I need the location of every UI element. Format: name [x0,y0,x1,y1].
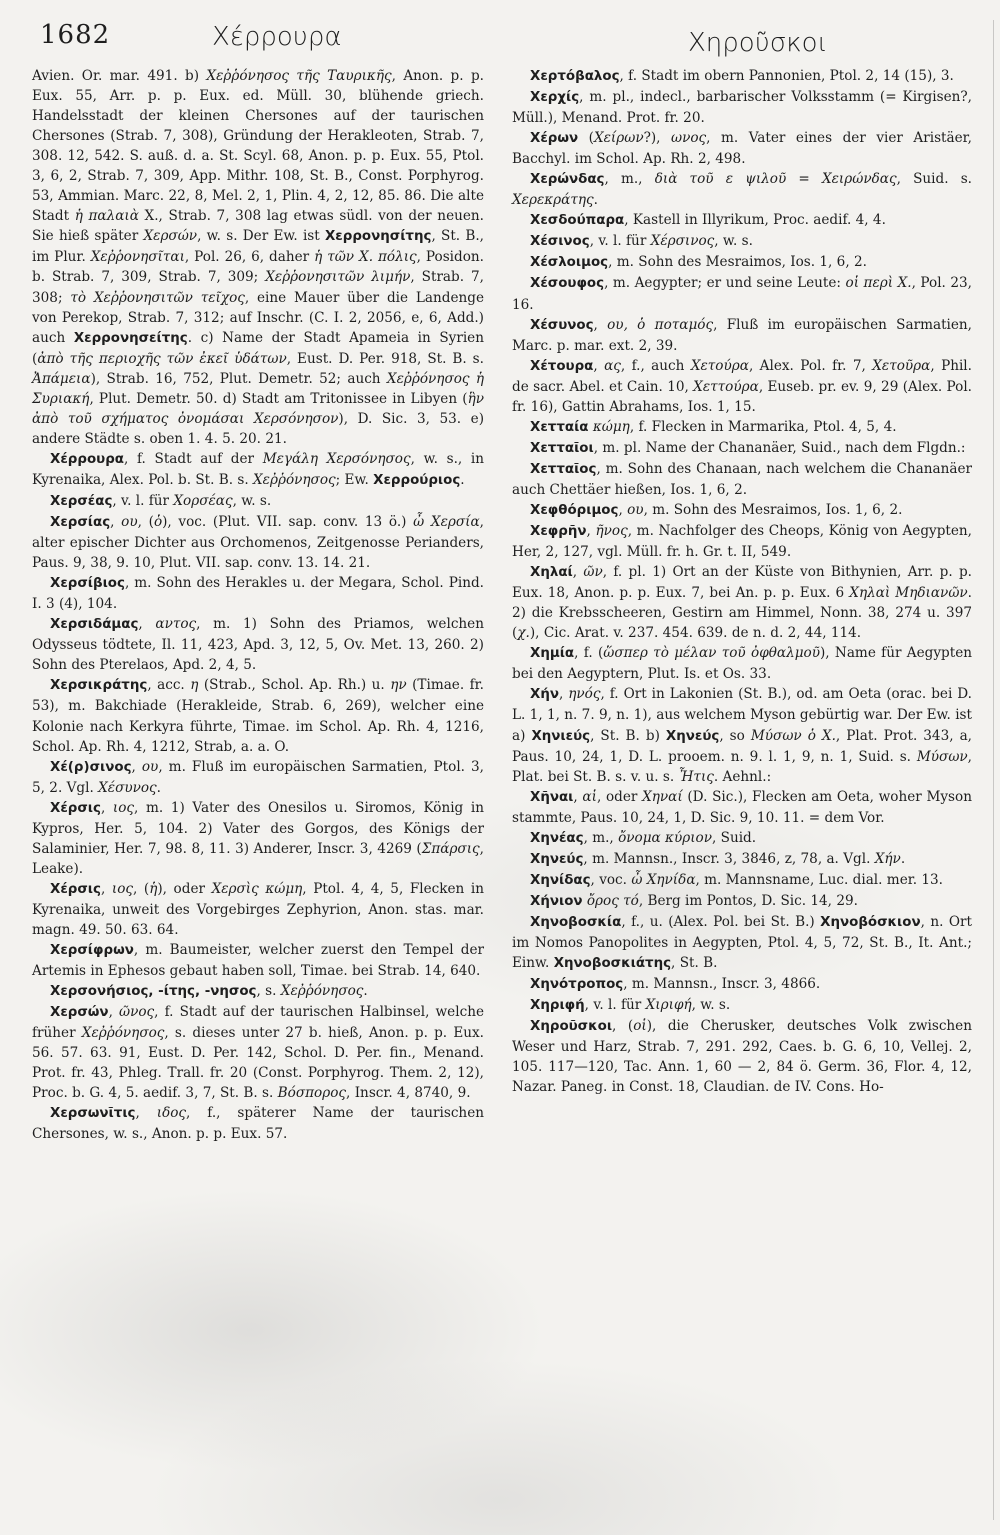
greek-italic: αντος [155,616,197,633]
greek-italic: ὄνομα κύριον [618,829,712,846]
greek-italic: Χεττούρα [693,378,759,395]
entry-text: , f. Flecken in Marmarika, Ptol. 4, 5, 4. [629,418,897,435]
greek-italic: ὄρος τό [586,892,639,909]
entry-text: , [558,686,569,703]
dictionary-entry [512,912,972,974]
right-column [512,66,972,1097]
entry-text: , alter epischer Dichter aus Orchomenos, Zeitgenosse Perianders, Paus. 9, 38, 9. 10, Plut. VII. sap. conv. 13. 14. 21. [32,514,484,572]
dictionary-entry [512,643,972,684]
greek-italic: ου [627,501,644,518]
dictionary-entry [32,798,484,879]
headword: Χερσονήσιος, -ίτης, -νησος [50,984,257,1000]
entry-text: , so [719,727,751,744]
entry-text: , Eust. D. Per. 918, St. B. s. [286,350,484,367]
headword: Χηνεύς [665,728,720,744]
entry-text: , [593,357,605,374]
greek-italic: οἱ [633,1018,647,1035]
entry-text: , [135,1105,157,1122]
greek-italic: ου [141,758,159,775]
dictionary-entry [32,573,484,614]
entry-text: , [110,514,122,531]
greek-italic: ου, ὁ ποταμός [607,316,714,333]
headword: Χέσουφος [530,276,605,292]
headword: Χεφρῆν [530,524,587,540]
headword: Χερσέας [50,493,113,509]
greek-italic: Χεῤῥόνησος [253,471,336,488]
dictionary-entry [512,315,972,356]
page-number: 1682 [40,20,111,50]
entry-text: , Leake). [32,840,484,877]
dictionary-entry [512,891,972,912]
dictionary-entry [512,521,972,562]
entry-text: , [586,523,596,540]
greek-italic: ὦ Χηνίδα [631,871,696,888]
entry-text: , m. Nachfolger des Cheops, König von Aegypten, Her, 2, 127, vgl. Müll. fr. h. Gr. t. II, 549. [512,523,972,561]
dictionary-entry [512,828,972,849]
headword: Χημία [530,646,575,662]
entry-text: , f., späterer Name der taurischen Chersones, w. s., Anon. p. p. Eux. 57. [32,1105,484,1143]
entry-text: , Pol. 26, 6, daher [184,249,315,266]
greek-italic: ὦ Χερσία [413,514,480,531]
headword: Χῆναι [530,789,574,805]
entry-text: X., Strab. 7, 308 lag etwas südl. von der neuen. Sie hieß später [32,208,484,245]
headword: Χέσυνος [530,317,594,333]
entry-text: , f. Stadt im obern Pannonien, Ptol. 2, 14 (15), 3. [619,68,954,84]
headword: Χηνέας [530,830,584,846]
entry-text: , St. B. b) [590,727,666,744]
headword: Χηνιεύς [531,728,591,744]
entry-text: , v. l. für [112,492,174,509]
greek-italic: Μύσων ὁ X. [750,727,836,744]
headword: Χέτουρα [530,358,594,374]
entry-text: , Plat. bei St. B. s. v. u. s. [512,748,972,785]
entry-text: (Timae. fr. 53), m. Bakchiade (Herakleide, Strab. 6, 269), welcher eine Kolonie nach Kerkyra führte, Timae. im Schol. Ap. Rh. 4, 1216, Schol. Ap. Rh. 4, 1212, Strab, a. a. O. [32,677,484,755]
entry-text: , m. Vater eines der vier Aristäer, Bacchyl. im Schol. Ap. Rh. 2, 498. [512,130,972,168]
entry-text: , voc. [590,871,632,888]
entry-text: , [108,1004,120,1021]
greek-italic: η [190,677,199,694]
entry-text: , f. Ort in Lakonien (St. B.), od. am Oeta (orac. bei D. L. 1, 1, n. 7. 9, n. 1), aus welchem Myson gebürtig war. Der Ew. ist a) [512,686,972,744]
entry-text: ), Cic. Arat. v. 237. 454. 639. de n. d. 2, 44, 114. [529,625,862,642]
dictionary-entry [512,500,972,521]
entry-text: . [363,983,368,1000]
entry-text: , w. s. [691,997,731,1014]
dictionary-entry [512,562,972,643]
greek-italic: ἀπὸ τῆς περιοχῆς τῶν ἐκεῖ ὑδάτων [37,350,287,367]
left-column [32,66,484,1144]
headword: Χετταῖοι [530,440,594,456]
entry-text: , Phil. de sacr. Abel. et Cain. 10, [512,357,972,395]
dictionary-entry [512,995,972,1016]
entry-text: , m. Fluß im europäischen Sarmatien, Ptol. 3, 5, 2. Vgl. [32,758,484,796]
greek-italic: Χερεκράτης [512,192,594,209]
headword: Χηνοβοσκία [530,914,622,930]
headword: Χέσλοιμος [530,255,609,271]
entry-text: , m., [583,829,619,846]
headword: Χέ(ρ)σινος [50,759,132,775]
headword: Χέρρουρα [50,451,124,467]
greek-italic: ιδος [156,1105,187,1122]
greek-italic: Χερσὶς κώμη [211,880,303,897]
dictionary-entry [512,459,972,500]
entry-text: . [156,779,161,796]
headword: Χήν [530,687,559,703]
headword: Χερσίβιος [50,576,125,592]
headword: Χετταία [530,419,589,435]
entry-text: ), die Cherusker, deutsches Volk zwischen Weser und Harz, Strab. 7, 291. 292, Caes. b. G. 6, 10, Vellej. 2, 105. 117—120, Tac. Ann. 1, 60 — 2, 84 ö. Germ. 36, Flor. 4, 12, Nazar. Paneg. in Const. 18, Claudian. de IV. Cons. Ho- [512,1018,972,1096]
entry-text: , acc. [147,677,191,694]
dictionary-entry [512,169,972,210]
dictionary-entry [512,273,972,314]
dictionary-entry [512,356,972,417]
running-head-left: Χέρρουρα [212,22,342,52]
greek-italic: Χετούρα [690,357,749,374]
dictionary-entry [512,1016,972,1097]
dictionary-entry [512,849,972,870]
page-header [0,14,1000,64]
headword: Χερσίφρων [50,943,134,959]
headword: Χέρσις [50,881,101,897]
entry-text: , Inscr. 4, 8740, 9. [346,1085,471,1102]
greek-italic: Χεῤῥόνησος τῆς Ταυρικῆς [206,68,392,84]
greek-italic: Χεῤῥόνησος [81,1025,165,1042]
entry-text: Avien. Or. mar. 491. b) [32,68,207,84]
dictionary-entry [512,231,972,252]
page-edge-rule [993,20,994,1520]
entry-text: , [573,788,583,805]
entry-text: , Alex. Pol. fr. 7, [748,357,873,374]
entry-text: , n. Ort im Nomos Panopolites in Aegypten, Ptol. 4, 5, 72, St. B., It. Ant.; Einw. [512,913,972,972]
greek-italic: χ. [517,625,530,642]
dictionary-entry [512,870,972,891]
greek-italic: ῶν [583,564,603,581]
entry-text: , Ptol. 4, 4, 5, Flecken in Kyrenaika, unweit des Vorgebirges Zephyrion, Anon. stas. mar. magn. 49. 50. 63. 64. [32,880,484,938]
headword: Χηνίδας [530,872,591,888]
entry-text: , v. l. für [589,233,651,250]
running-head-right: Χηροῦσκοι [688,28,828,58]
entry-text: ), D. Sic. 3, 53. e) andere Städte s. oben 1. 4. 5. 20. 21. [32,410,485,447]
headword: Χηνότροπος [530,977,624,993]
dictionary-entry [512,128,972,169]
greek-italic: Χεῤῥονησιτῶν λιμήν [265,269,411,286]
greek-italic: Χέρσινος [650,233,715,250]
entry-text: , f., auch [620,357,691,374]
entry-text: ), oder [157,880,212,897]
headword: Χερρονησείτης [73,330,188,346]
entry-text: , m. Sohn des Herakles u. der Megara, Schol. Pind. I. 3 (4), 104. [32,575,484,613]
dictionary-entry [32,491,484,512]
entry-text: , m. 1) Sohn des Priamos, welchen Odysseus tödtete, Il. 11, 423, Apd. 3, 12, 5, Ov. Met. 13, 260. 2) Sohn des Pterelaos, Apd. 2, 4, 5. [32,616,484,674]
entry-text: , m. pl. Name der Chananäer, Suid., nach dem Flgdn.: [593,439,966,456]
entry-text: . 2) die Krebsscheeren, Gestirn am Himmel, Nonn. 38, 274 u. 397 ( [512,585,972,642]
greek-italic: ἡ τῶν X. πόλις [314,249,417,266]
greek-italic: Χετοῦρα [872,357,931,374]
dictionary-entry [32,449,484,491]
greek-italic: Χήν [874,850,901,867]
greek-italic: Χορσέας [173,492,233,509]
dictionary-entry [32,1002,484,1103]
entry-text: , m. Mannsn., Inscr. 3, 4866. [623,976,821,993]
headword: Χερρούριος [373,472,461,488]
entry-text: ?), [643,130,672,147]
entry-text: , Strab. 7, 308; [32,269,484,306]
greek-italic: ου [121,514,138,531]
entry-text: , s. [256,983,281,1000]
entry-text: , m. Mannsname, Luc. dial. mer. 13. [695,871,944,888]
greek-italic: ας [604,357,621,374]
dictionary-entry [512,66,972,87]
entry-text: , [138,616,156,633]
headword: Χερτόβαλος [530,69,620,84]
entry-text: . [460,471,465,488]
dictionary-entry [512,684,972,786]
headword: Χερσών [50,1005,109,1021]
dictionary-entry [512,438,972,459]
entry-text: , w. s., in Kyrenaika, Alex. Pol. b. St. B. s. [32,450,484,488]
entry-text: , St. B. [671,955,718,972]
greek-italic: οἱ περὶ X. [845,275,912,292]
entry-text: , Kastell in Illyrikum, Proc. aedif. 4, 4. [624,212,886,229]
entry-text: , oder [596,788,643,805]
greek-italic: Βόσπορος [277,1085,347,1102]
entry-text: , m. Mannsn., Inscr. 3, 3846, z, 78, a. Vgl. [583,850,875,867]
greek-italic: ιος [111,880,133,897]
entry-text: , m. Aegypter; er und seine Leute: [604,275,846,292]
headword: Χερώνδας [530,172,605,188]
entry-text: , Suid. s. [896,171,973,188]
headword: Χηροῦσκοι [530,1019,613,1035]
headword: Χερχίς [530,90,580,106]
dictionary-entry [32,512,484,573]
dictionary-entry [32,940,484,981]
headword: Χηνοβόσκιον [820,914,921,930]
entry-text: , f., u. (Alex. Pol. bei St. B.) [621,913,821,930]
entry-text: , m. Sohn des Chanaan, nach welchem die Chananäer auch Chettäer hießen, Ios. 1, 6, 2. [512,460,972,498]
dictionary-entry [32,614,484,675]
headword: Χερσίας [50,515,111,531]
entry-continuation [32,66,484,449]
headword: Χέσινος [530,234,590,250]
entry-text: ), Strab. 16, 752, Plut. Demetr. 52; auch [90,370,387,387]
greek-italic: Χηναί [642,788,683,805]
entry-text: , ( [133,880,150,897]
entry-text: , Pol. 23, 16. [512,275,972,313]
entry-text: . Aehnl.: [713,768,772,785]
headword: Χερσικράτης [50,678,148,694]
headword: Χηριφή [530,998,585,1014]
headword: Χεσδούπαρα [530,213,625,229]
entry-text: , w. s. [714,233,753,250]
greek-italic: ἣν ἀπὸ τοῦ σχήματος ὀνομάσαι Χερσόνησον [32,390,484,427]
entry-text: . [900,850,906,867]
entry-text: ), Name für Aegypten bei den Aegyptern, Plut. Is. et Os. 33. [512,645,972,683]
dictionary-entry [512,787,972,828]
greek-italic: Χείρων [593,130,644,147]
entry-text: , eine Mauer über die Landenge von Perekop, Strab. 7, 312; auf Inschr. (C. I. 2, 2056, e, 6, Add.) auch [32,289,484,346]
dictionary-entry [32,1103,484,1144]
greek-italic: ῆνος [595,523,628,540]
entry-text: , m. 1) Vater des Onesilos u. Siromos, König in Kypros, Her. 5, 104. 2) Vater des Gorgos, des Königs der Salaminier, Her. 7, 98. 8, 11. 3) Anderer, Inscr. 3, 4269 ( [32,799,484,857]
greek-italic: ωνος [671,130,707,147]
entry-text: , Posidon. b. Strab. 7, 309, Strab. 7, 309; [32,249,484,286]
greek-italic: ηνός [568,686,601,703]
headword: Χερσωνῖτις [50,1106,136,1122]
greek-italic: ῶνος [119,1004,155,1021]
dictionary-entry [32,757,484,798]
greek-italic: διὰ τοῦ ε ψιλοῦ = Χειρώνδας [654,171,897,188]
dictionary-entry [512,252,972,273]
entry-text: , f. ( [574,645,604,662]
entry-text: , m. Baumeister, welcher zuerst den Tempel der Artemis in Ephesos gebaut haben soll, Timae. bei Strab. 14, 640. [32,942,484,980]
greek-italic: Ἦτις [678,768,714,785]
headword: Χερρονησίτης [324,229,432,245]
greek-italic: Χεῤῥόνησος ἡ Συριακή [32,370,484,407]
greek-italic: ὁ [153,514,163,531]
headword: Χήνιον [530,893,583,909]
greek-italic: Χεῤῥόνησος [280,983,364,1000]
entry-text: , [618,501,628,518]
greek-italic: ἡ [149,880,158,897]
dictionary-entry [512,87,972,128]
dictionary-entry [32,675,484,756]
entry-text: (Strab., Schol. Ap. Rh.) u. [198,677,391,694]
headword: Χετταῖος [530,461,597,477]
headword: Χέρσις [50,800,101,816]
dictionary-entry [32,981,484,1002]
entry-text: , Euseb. pr. ev. 9, 29 (Alex. Pol. fr. 16), Gattin Abrahams, Ios. 1, 15. [512,378,972,415]
entry-text: , w. s. Der Ew. ist [197,228,325,245]
entry-text: , Suid. [712,829,757,846]
greek-italic: Μύσων [916,748,968,765]
entry-text: , Anon. p. p. Eux. 55, Arr. p. p. Eux. ed. Müll. 30, blühende griech. Handelsstadt der kleinen Chersones auf der taurischen Chersones (Strab. 7, 308), Gründung der Herakleoten, Strab. 7, 308. 12, 542. S. auß. d. a. St. Scyl. 68, Anon. p. p. Eux. 55, Ptol. 3, 6, 2, Strab. 7, 309, App. Mithr. 108, St. B., Const. Porphyrog. 53, Ammian. Marc. 22, 8, Mel. 2, 1, Plin. 4, 2, 12, 85. 86. Die alte Stadt [32,68,484,225]
entry-text: ), voc. (Plut. VII. sap. conv. 13 ö.) [162,514,414,531]
entry-text: , Fluß im europäischen Sarmatien, Marc. p. mar. ext. 2, 39. [512,316,972,354]
greek-italic: ὥσπερ τὸ μέλαν τοῦ ὀφθαλμοῦ [603,645,820,662]
entry-text: , m. pl., indecl., barbarischer Volksstamm (= Kirgisen?, Müll.), Menand. Prot. fr. 20. [512,89,972,127]
entry-text: , Plut. Demetr. 50. d) Stadt am Tritonissee in Libyen ( [89,390,468,407]
headword: Χέρων [530,131,579,147]
entry-text: ( [578,130,594,147]
greek-italic: Χιριφή [645,997,692,1014]
entry-text: , f. Stadt auf der taurischen Halbinsel, welche früher [32,1004,484,1042]
greek-italic: Χεῤῥονησῖται [90,249,185,266]
entry-text: , m., [604,171,655,188]
entry-text: , [572,564,584,581]
entry-text: ; Ew. [335,471,374,488]
entry-text: , v. l. für [584,997,646,1014]
dictionary-entry [512,417,972,438]
entry-text: , Berg im Pontos, D. Sic. 14, 29. [638,892,858,909]
greek-italic: κώμη [592,418,630,435]
headword: Χεφθόριμος [530,502,619,518]
greek-italic: Χηλαὶ Μηδιανῶν [849,585,968,602]
entry-text: , m. Sohn des Mesraimos, Ios. 1, 6, 2. [643,501,903,518]
entry-text: , f. Stadt auf der [123,450,263,467]
greek-italic: τὸ Χεῤῥονησιτῶν τεῖχος [70,289,245,306]
greek-italic: ἡ παλαιὰ [74,208,139,225]
entry-text: , ( [137,514,154,531]
entry-text: , [131,758,142,775]
headword: Χηνοβοσκιάτης [553,956,672,972]
entry-text: , St. B., im Plur. [32,228,484,266]
greek-italic: ην [390,677,407,694]
entry-text: , [593,316,608,333]
dictionary-entry [32,879,484,940]
headword: Χηνεύς [530,851,584,867]
headword: Χερσιδάμας [50,617,139,633]
entry-text: , ( [612,1018,634,1035]
entry-text: , [100,799,113,816]
greek-italic: ιος [112,799,135,816]
dictionary-entry [512,974,972,995]
entry-text: , Plat. Prot. 343, a, Paus. 10, 24, 1, D. L. prooem. n. 9. l. 1, 9, n. 1, Suid. s. [512,727,973,765]
headword: Χηλαί [530,565,573,581]
greek-italic: Χέσυνος [98,779,157,796]
dictionary-entry [512,210,972,231]
entry-text: (D. Sic.), Flecken am Oeta, woher Myson stammte, Paus. 10, 24, 1, D. Sic. 9, 10. 11. = dem Vor. [512,788,972,826]
entry-text: , s. dieses unter 27 b. hieß, Anon. p. p. Eux. 56. 57. 63. 91, Eust. D. Per. 142, Schol. D. Per. fin., Menand. Prot. fr. 43, Phleg. Trall. fr. 20 (Const. Porphyrog. Them. 2, 12), Proc. b. G. 4, 5. aedif. 3, 7, St. B. s. [32,1025,484,1102]
entry-text: , f. pl. 1) Ort an der Küste von Bithynien, Arr. p. p. Eux. 18, Anon. p. p. Eux. 7, bei An. p. p. Eux. 6 [512,564,972,602]
greek-italic: Μεγάλη Χερσόνησος [262,450,411,467]
entry-text: , [100,880,112,897]
entry-text: , w. s. [232,492,272,509]
entry-text: . [593,192,598,209]
entry-text: . c) Name der Stadt Apameia in Syrien ( [32,329,484,367]
greek-italic: Ἀπάμεια [32,370,91,387]
entry-text: , m. Sohn des Mesraimos, Ios. 1, 6, 2. [608,254,867,271]
greek-italic: Χερσών [143,228,198,245]
greek-italic: Σπάρσις [421,840,480,857]
greek-italic: αἱ [582,788,597,805]
